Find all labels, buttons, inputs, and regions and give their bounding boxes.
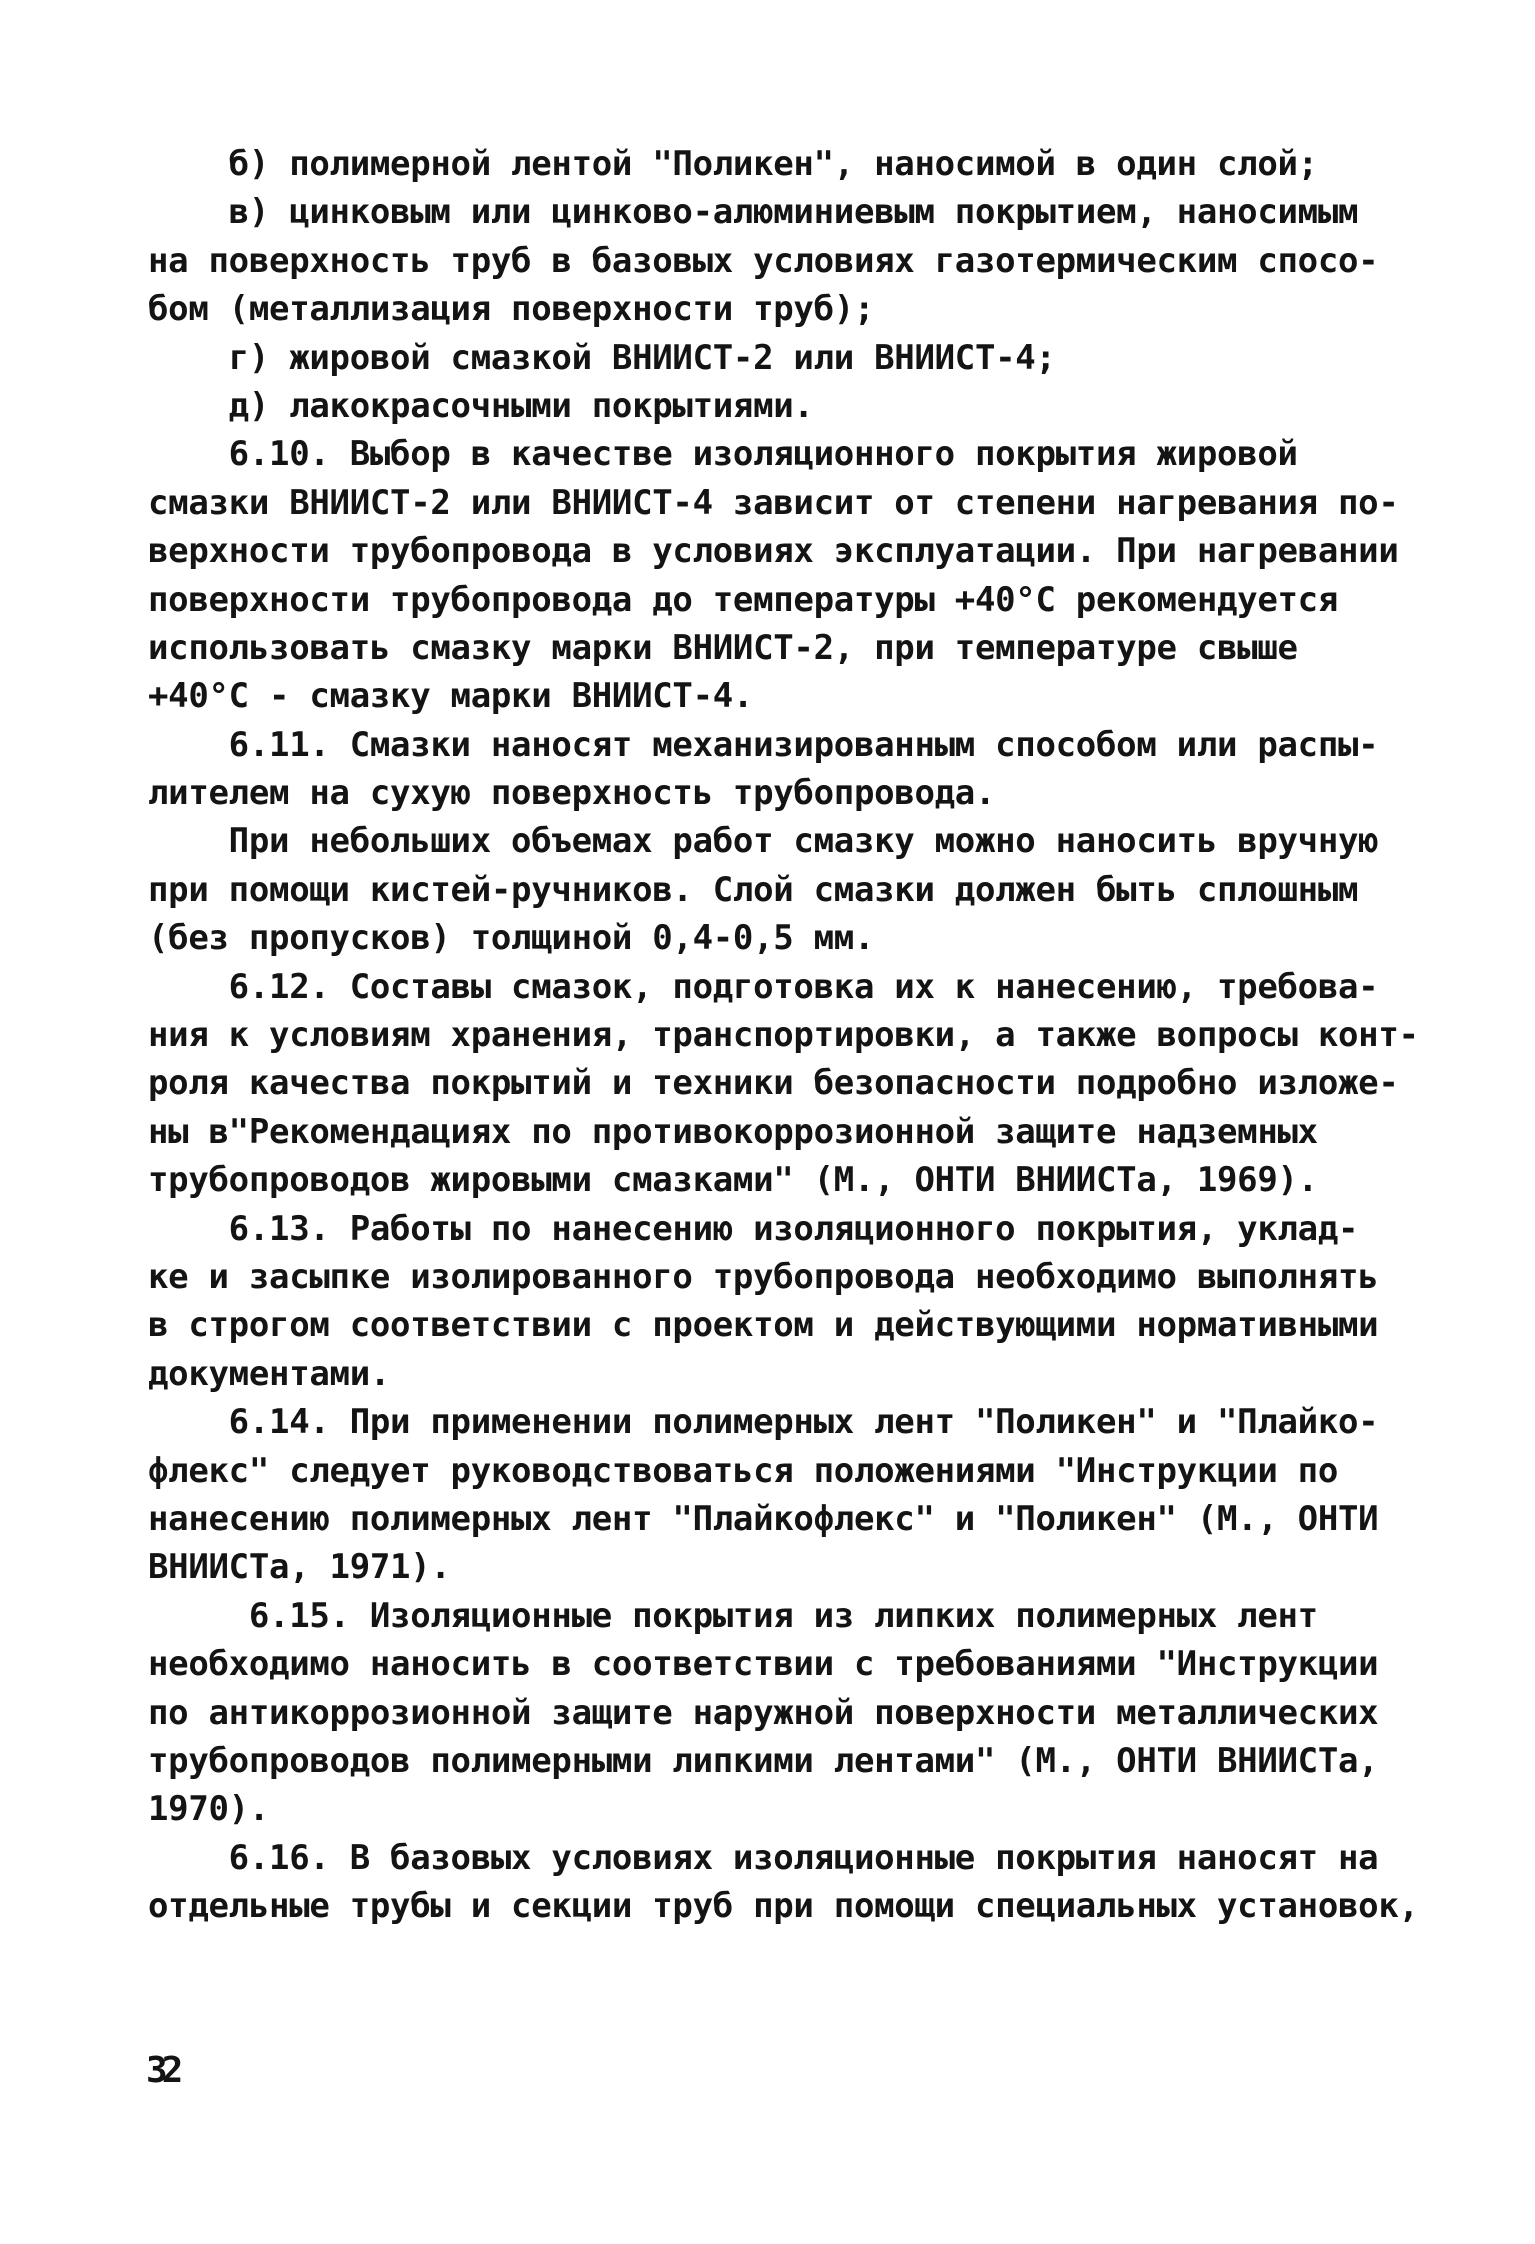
text-line: д) лакокрасочными покрытиями.: [148, 385, 814, 426]
text-line: лителем на сухую поверхность трубопровода.: [148, 773, 996, 814]
text-line: 6.16. В базовых условиях изоляционные покрытия наносят на: [148, 1837, 1379, 1878]
text-line: необходимо наносить в соответствии с требованиями "Инструкции: [148, 1644, 1379, 1685]
text-line: г) жировой смазкой ВНИИСТ-2 или ВНИИСТ-4;: [148, 337, 1056, 378]
text-line: 6.13. Работы по нанесению изоляционного покрытия, уклад-: [148, 1208, 1359, 1249]
text-line: +40°С - смазку марки ВНИИСТ-4.: [148, 676, 754, 717]
text-line: использовать смазку марки ВНИИСТ-2, при температуре свыше: [148, 627, 1298, 668]
text-line: ке и засыпке изолированного трубопровода необходимо выполнять: [148, 1256, 1379, 1297]
text-line: 6.10. Выбор в качестве изоляционного покрытия жировой: [148, 434, 1298, 475]
text-line: смазки ВНИИСТ-2 или ВНИИСТ-4 зависит от степени нагревания по-: [148, 482, 1399, 523]
text-line: нанесению полимерных лент "Плайкофлекс" и "Поликен" (М., ОНТИ: [148, 1498, 1379, 1539]
text-line: 6.14. При применении полимерных лент "Поликен" и "Плайко-: [148, 1402, 1379, 1443]
text-line: 6.11. Смазки наносят механизированным способом или распы-: [148, 724, 1379, 765]
text-line: роля качества покрытий и техники безопасности подробно изложе-: [148, 1063, 1399, 1104]
text-line: в) цинковым или цинково-алюминиевым покрытием, наносимым: [148, 192, 1359, 233]
text-line: трубопроводов полимерными липкими лентами" (М., ОНТИ ВНИИСТа,: [148, 1740, 1379, 1781]
text-line: верхности трубопровода в условиях эксплуатации. При нагревании: [148, 531, 1399, 572]
text-line: ВНИИСТа, 1971).: [148, 1547, 451, 1588]
text-line: 6.12. Составы смазок, подготовка их к нанесению, требова-: [148, 966, 1379, 1007]
text-line: ния к условиям хранения, транспортировки, а также вопросы конт-: [148, 1015, 1419, 1056]
text-line: (без пропусков) толщиной 0,4-0,5 мм.: [148, 918, 875, 959]
text-line: флекс" следует руководствоваться положениями "Инструкции по: [148, 1450, 1339, 1491]
page-number: 32: [146, 2050, 178, 2091]
text-line: отдельные трубы и секции труб при помощи специальных установок,: [148, 1886, 1419, 1927]
text-line: бом (металлизация поверхности труб);: [148, 289, 875, 330]
body-text: [148, 140, 1419, 1930]
text-line: б) полимерной лентой "Поликен", наносимой в один слой;: [148, 144, 1318, 184]
text-line: документами.: [148, 1353, 391, 1394]
text-line: по антикоррозионной защите наружной поверхности металлических: [148, 1692, 1379, 1733]
text-line: поверхности трубопровода до температуры +40°С рекомендуется: [148, 579, 1339, 620]
text-line: При небольших объемах работ смазку можно наносить вручную: [148, 821, 1379, 862]
text-line: трубопроводов жировыми смазками" (М., ОНТИ ВНИИСТа, 1969).: [148, 1160, 1318, 1201]
text-line: в строгом соответствии с проектом и действующими нормативными: [148, 1305, 1379, 1346]
text-line: на поверхность труб в базовых условиях газотермическим спосо-: [148, 240, 1379, 281]
text-line: ны в"Рекомендациях по противокоррозионной защите надземных: [148, 1111, 1318, 1152]
text-line: 1970).: [148, 1789, 270, 1830]
text-line: 6.15. Изоляционные покрытия из липких полимерных лент: [148, 1595, 1318, 1636]
text-line: при помощи кистей-ручников. Слой смазки должен быть сплошным: [148, 869, 1359, 910]
